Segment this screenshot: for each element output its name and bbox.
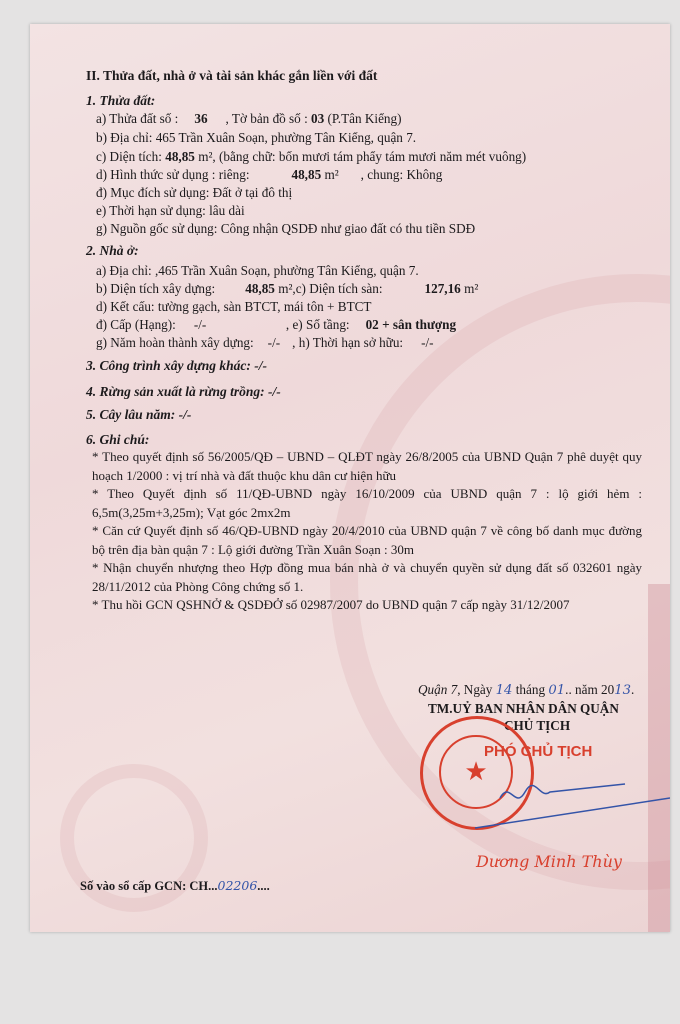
note-item: * Nhận chuyển nhượng theo Hợp đồng mua bán nhà ở và chuyển quyền sử dụng đất số 032601 ngày 28/11/2012 của Phòng Công chứng số 1.	[92, 560, 642, 594]
signer-name: Dương Minh Thùy	[476, 852, 622, 871]
label: đ) Cấp (Hạng):	[96, 317, 176, 332]
notes-list	[92, 448, 642, 615]
label: , h) Thời hạn sở hữu:	[292, 335, 404, 350]
signature-mark	[470, 770, 670, 830]
other-works: 3. Công trình xây dựng khác: -/-	[86, 358, 267, 373]
note-item: * Theo Quyết định số 11/QĐ-UBND ngày 16/10/2009 của UBND quận 7 : lộ giới hẻm : 6,5m(3,25m+3,25m); Vạt góc 2mx2m	[92, 486, 642, 520]
label: , Ngày	[457, 682, 493, 697]
issuing-org: TM.UỶ BAN NHÂN DÂN QUẬN	[428, 701, 619, 716]
common: , chung: Không	[360, 167, 443, 182]
stamp-title: PHÓ CHỦ TỊCH	[484, 743, 593, 760]
value: 48,85	[165, 149, 195, 164]
land-area	[96, 149, 526, 165]
unit: m²	[198, 149, 213, 164]
value: 48,85	[291, 167, 322, 182]
house-address: a) Địa chỉ: ,465 Trần Xuân Soạn, phường Tân Kiểng, quận 7.	[96, 263, 419, 278]
suffix: ....	[257, 879, 270, 893]
note-item: * Thu hồi GCN QSHNỞ & QSDĐỞ số 02987/2007 do UBND quận 7 cấp ngày 31/12/2007	[92, 597, 570, 612]
year: 13	[614, 683, 632, 698]
label: tháng	[515, 682, 546, 697]
place: Quận 7	[418, 682, 458, 697]
signer-title: CHỦ TỊCH	[504, 718, 571, 733]
house-completion	[96, 335, 434, 351]
land-term: e) Thời hạn sử dụng: lâu dài	[96, 203, 245, 218]
label: d) Hình thức sử dụng : riêng:	[96, 167, 250, 182]
value: 02 + sân thượng	[365, 317, 457, 332]
value: 36	[194, 111, 208, 126]
label: .. năm 20	[565, 682, 615, 697]
house-structure: d) Kết cấu: tường gạch, sàn BTCT, mái tôn + BTCT	[96, 299, 372, 314]
note-item: * Căn cứ Quyết định số 46/QĐ-UBND ngày 20/4/2010 của UBND quận 7 về công bố danh mục đường bộ trên địa bàn quận 7 : Lộ giới đường Trần Xuân Soạn : 30m	[92, 523, 642, 557]
text: , (bằng chữ: bốn mươi tám phẩy tám mươi năm mét vuông)	[212, 149, 527, 164]
land-usage-form	[96, 167, 442, 183]
land-address: b) Địa chỉ: 465 Trần Xuân Soạn, phường Tân Kiểng, quận 7.	[96, 130, 417, 145]
registry-number	[80, 878, 270, 894]
value: -/-	[421, 335, 434, 350]
value: -/-	[267, 335, 281, 350]
label: b) Diện tích xây dựng:	[96, 281, 216, 296]
label: , e) Số tầng:	[285, 317, 350, 332]
label: g) Năm hoàn thành xây dựng:	[96, 335, 254, 350]
note: (P.Tân Kiểng)	[327, 111, 402, 126]
land-parcel-number	[96, 111, 402, 127]
unit: m²	[278, 281, 293, 296]
signing-date: Quận 7, Ngày 14 tháng 01.. năm 2013.	[418, 682, 635, 698]
note-item: * Theo quyết định số 56/2005/QĐ – UBND – QLĐT ngày 26/8/2005 của UBND Quận 7 phê duyệt quy hoạch 1/2000 : vị trí nhà và đất thuộc khu dân cư hiện hữu	[92, 449, 642, 483]
label: , Tờ bản đồ số :	[225, 111, 308, 126]
value: -/-	[193, 317, 207, 332]
section-title: II. Thửa đất, nhà ở và tài sản khác gắn liền với đất	[86, 68, 378, 83]
land-purpose: đ) Mục đích sử dụng: Đất ở tại đô thị	[96, 185, 293, 200]
day: 14	[495, 683, 513, 698]
star-emblem-icon: ★	[439, 735, 513, 809]
label: c) Diện tích:	[96, 149, 162, 164]
unit: m²	[324, 167, 339, 182]
label: a) Thửa đất số :	[96, 111, 179, 126]
value: 48,85	[245, 281, 275, 296]
house-area	[96, 281, 478, 297]
value: 02206	[217, 878, 258, 893]
house-grade	[96, 317, 456, 333]
month: 01	[548, 683, 566, 698]
land-origin: g) Nguồn gốc sử dụng: Công nhận QSDĐ như giao đất có thu tiền SDĐ	[96, 221, 476, 236]
notes-heading: 6. Ghi chú:	[86, 432, 150, 447]
production-forest: 4. Rừng sản xuất là rừng trồng: -/-	[86, 384, 281, 399]
value: 03	[311, 111, 325, 126]
unit: m²	[464, 281, 479, 296]
label: Số vào sổ cấp GCN: CH...	[80, 879, 218, 893]
land-heading: 1. Thửa đất:	[86, 93, 156, 108]
label: ,c) Diện tích sàn:	[292, 281, 383, 296]
value: 127,16	[424, 281, 461, 296]
page-edge	[648, 584, 670, 932]
house-heading: 2. Nhà ở:	[86, 243, 139, 258]
perennial-trees: 5. Cây lâu năm: -/-	[86, 407, 192, 422]
